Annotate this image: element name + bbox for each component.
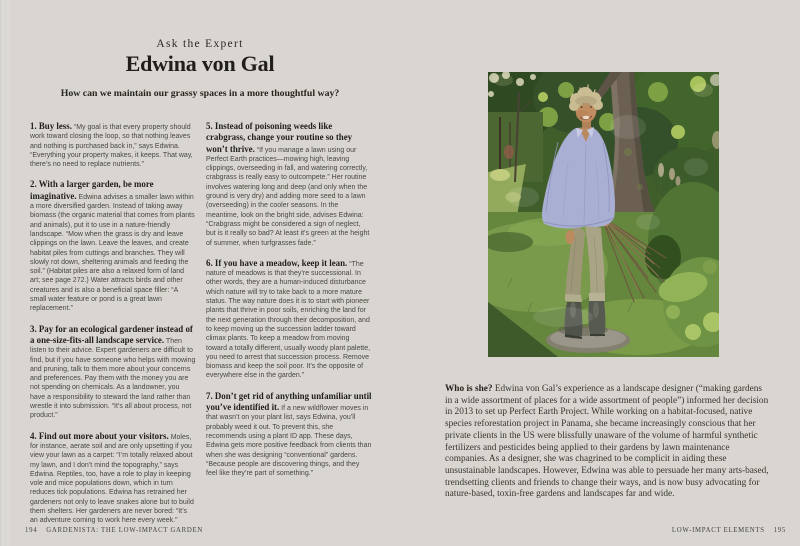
- tip-2: [30, 179, 196, 313]
- edwina-photo: [488, 72, 719, 357]
- bio-paragraph: [445, 384, 769, 501]
- tip-6-lead: 6. If you have a meadow, keep it lean.: [206, 257, 348, 268]
- tip-5-body: “If you manage a lawn using our Perfect Earth practices—mowing high, leaving clippings, overseeding in fall, and watering correctly, crabgrass is really easy to outcompete.” Her routine involves watering long and deep (and only when the ground is very dry) and adding more seed to a lawn (overseeding) in the cooler seasons. In the meantime, look on the bright side, advises Edwina: “Crabgrass might be considered a sign of neglect, but is it really so bad? At least it’s green at the height of summer, when turfgrasses fade.”: [206, 146, 370, 247]
- tip-2-body: Edwina advises a smaller lawn within a more diversified garden. Instead of taking away biomass (the organic material that comes from plants and animals), put it to use in a nature-friendly landscape. “Mow when the grass is dry and leave clippings on the lawn. Leave the leaves, and create habitat piles from cuttings and branches. They will slowly rot down, sheltering animals and feeding the soil.” (Habitat piles are also a relaxed form of land art; see page 272.) Water attracts birds and other creatures and is also a beneficial space filler: “A small water feature or pond is a great lawn replacement.”: [30, 193, 195, 313]
- garden-portrait-illustration: [488, 72, 719, 357]
- column-1: [30, 121, 196, 536]
- tip-6-body: “The nature of meadows is that they’re successional. In other words, they are a human-induced disturbance which nature will try to take back to a more mature status. The way nature does it is to start with pioneer plants that thrive in poor soils, enriching the land for the next generation through their decomposition, and to keep moving up the succession ladder toward climax plants. To keep a meadow from moving toward a totally different, usually woody plant palette, you need to arrest that succession process. Remove biomass and keep the soil poor. It’s the opposite of everywhere else in the garden.”: [206, 260, 371, 380]
- left-page-number: 194: [25, 527, 38, 534]
- tip-3-lead: 3. Pay for an ecological gardener instead of a one-size-fits-all landscape service.: [30, 323, 193, 345]
- tip-1-lead: 1. Buy less.: [30, 121, 72, 131]
- left-running-title: GARDENISTA: THE LOW-IMPACT GARDEN: [46, 527, 203, 534]
- tip-7-body: If a new wildflower moves in that wasn’t on your plant list, says Edwina, you’ll probably weed it out. To prevent this, she recommends using a plant ID app. These days, Edwina gets more positive feedback from clients than when she was designing “conventional” gardens. “Because people are discovering things, and they feel like they’re part of something.”: [206, 405, 372, 478]
- intro-question: How can we maintain our grassy spaces in a more thoughtful way?: [60, 88, 340, 99]
- tip-5: [206, 121, 372, 248]
- tip-1-body: “My goal is that every property should work toward closing the loop, so that nothing leaves and nothing is purchased back in,” says Edwina. “Everything your property makes, it keeps. That way, there’s no need to replace nutrients.”: [30, 124, 193, 169]
- page-title: Edwina von Gal: [125, 51, 275, 76]
- tip-4-lead: 4. Find out more about your visitors.: [30, 430, 169, 441]
- tip-3: [30, 324, 196, 421]
- tip-7-lead: 7. Don’t get rid of anything unfamiliar until you’ve identified it.: [206, 390, 372, 413]
- tip-4-body: Moles, for instance, aerate soil and are only upsetting if you view your lawn as a carpet: “I’m totally relaxed about my lawn, and I don’t mind the topography,” says Edwina. Reptiles, too, have a role to play in keeping vole and mice populations down, which in turn reduces tick populations. Edwina has retrained her gardeners not only to leave snakes alone but to build them shelters. Her gardeners are never bored: “It’s an adventure coming to work here every week.”: [30, 433, 194, 525]
- bio-lead: Who is she?: [445, 384, 493, 394]
- right-running-title: LOW-IMPACT ELEMENTS: [671, 527, 765, 534]
- tips-columns: [30, 121, 372, 536]
- article-header: [0, 38, 400, 77]
- tip-6: [206, 258, 372, 381]
- tip-4: [30, 431, 196, 526]
- column-2: [206, 121, 372, 536]
- tip-5-lead: 5. Instead of poisoning weeds like crabgrass, change your routine so they won’t thrive.: [206, 121, 353, 154]
- tip-1: [30, 121, 196, 169]
- tip-3-body: Then listen to their advice. Expert gardeners are difficult to find, but if you have someone who helps with mowing and pruning, talk to them more about your concerns and preferences. Pay them with the money you are not spending on chemicals. As a landowner, you have a responsibility to steward the land rather than wrestle it into submission. “It’s all about process, not product.”: [30, 337, 196, 420]
- tip-2-lead: 2. With a larger garden, be more imaginative.: [30, 179, 154, 201]
- bio-body: Edwina von Gal’s experience as a landscape designer (“making gardens in a wide assortment of places for a wide assortment of people”) informed her decision in 2013 to set up Perfect Earth Project. While working on a habitat-focused, native species reforestation project in Panama, she became increasingly conscious that her private clients in the US were blissfully unaware of the volume of harmful synthetic fertilizers and pesticides being applied to their gardens by lawn maintenance companies. As a designer, she was chagrined to be complicit in aiding these unsustainable landscapes. However, Edwina was able to persuade her many arts-based, trendsetting clients and friends to change their ways, and is now busy advocating for nature-based, toxin-free gardens and landscapes far and wide.: [445, 384, 769, 500]
- kicker: Ask the Expert: [156, 38, 244, 50]
- right-page-number: 195: [773, 527, 786, 534]
- tip-7: [206, 391, 372, 479]
- right-folio: [672, 527, 786, 534]
- left-folio: [25, 527, 203, 534]
